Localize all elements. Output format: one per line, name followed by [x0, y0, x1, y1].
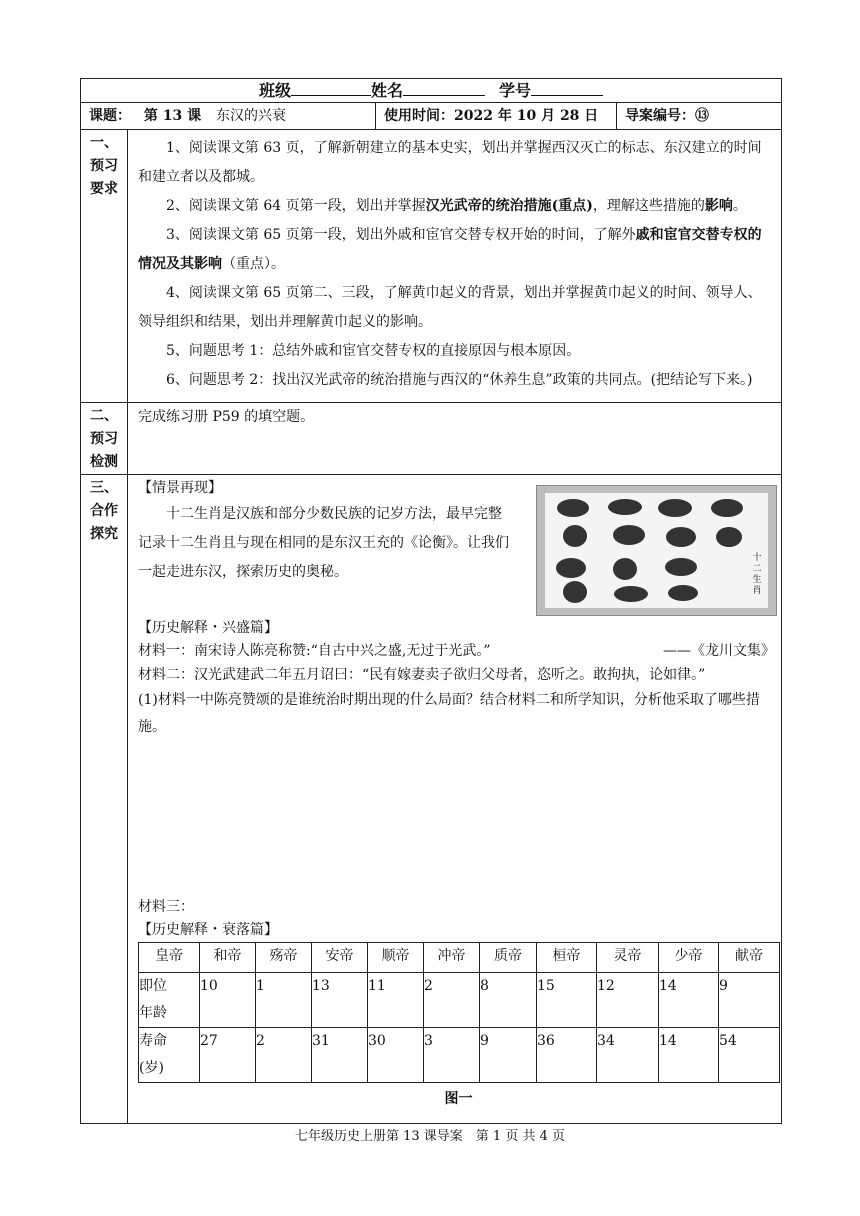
material3: 材料三：	[138, 899, 194, 915]
material2: 材料二：汉光武建武二年五月诏曰：“民有嫁妻卖子欲归父母者，恣听之。敢拘执，论如律。”	[138, 667, 706, 683]
material1-source: ——《龙川文集》	[663, 643, 776, 659]
check-text: 完成练习册 P59 的填空题。	[138, 409, 315, 425]
figure-caption: 图一	[444, 1091, 473, 1107]
lesson-number: 第 13 课	[143, 108, 202, 124]
table-header-row: 皇帝 和帝 殇帝 安帝 顺帝 冲帝 质帝 桓帝 灵帝 少帝 献帝	[139, 943, 780, 973]
decline-title: 【历史解释・衰落篇】	[138, 922, 278, 938]
zodiac-image	[536, 485, 777, 616]
use-time: 使用时间：2022 年 10 月 28 日	[376, 103, 617, 130]
scene-title: 【情景再现】	[138, 480, 222, 496]
question1: (1)材料一中陈亮赞颂的是谁统治时期出现的什么局面？结合材料二和所学知识，分析他采取了哪些措施。	[138, 692, 760, 735]
req-item-5: 5、问题思考 1：总结外戚和宦官交替专权的直接原因与根本原因。	[166, 343, 581, 359]
student-info-row	[81, 79, 782, 103]
req-item-2: 2、阅读课文第 64 页第一段，划出并掌握汉光武帝的统治措施(重点)，理解这些措施的影响。	[166, 198, 747, 214]
id-label: 学号	[499, 81, 532, 100]
page-footer: 七年级历史上册第 13 课导案 第 1 页 共 4 页	[294, 1129, 565, 1144]
req-item-4: 4、阅读课文第 65 页第二、三段，了解黄巾起义的背景，划出并掌握黄巾起义的时间、领导人、领导组织和结果，划出并理解黄巾起义的影响。	[138, 285, 762, 330]
lesson-title: 东汉的兴衰	[215, 108, 286, 124]
rise-title: 【历史解释・兴盛篇】	[138, 620, 278, 636]
plan-number: 导案编号：⑬	[617, 103, 782, 130]
emperor-table	[138, 942, 780, 1083]
name-blank[interactable]	[403, 79, 485, 96]
topic-cell	[81, 103, 376, 130]
req-item-3: 3、阅读课文第 65 页第一段，划出外戚和宦官交替专权开始的时间，了解外戚和宦官交替专权的情况及其影响（重点）。	[138, 227, 762, 272]
id-blank[interactable]	[531, 79, 603, 96]
section3-label: 三、 合作 探究	[81, 475, 128, 1124]
section1-label: 一、 预习 要求	[81, 130, 128, 403]
zodiac-animals-icon	[545, 493, 768, 608]
req-item-1: 1、阅读课文第 63 页，了解新朝建立的基本史实，划出并掌握西汉灭亡的标志、东汉建立的时间和建立者以及都城。	[138, 140, 762, 185]
section2-content	[128, 403, 782, 475]
scene-text: 十二生肖是汉族和部分少数民族的记岁方法，最早完整记录十二生肖且与现在相同的是东汉王充的《论衡》。让我们一起走进东汉，探索历史的奥秘。	[138, 506, 509, 580]
class-blank[interactable]	[291, 79, 371, 96]
section1-content	[128, 130, 782, 403]
topic-label: 课题：	[89, 108, 131, 124]
worksheet-table	[80, 78, 782, 1124]
class-label: 班级	[259, 81, 292, 100]
table-row: 寿命 (岁) 27 2 31 30 3 9 36 34 14 54	[139, 1028, 780, 1083]
section2-label: 二、 预习 检测	[81, 403, 128, 475]
material1: 材料一：南宋诗人陈亮称赞:“自古中兴之盛,无过于光武。”	[138, 643, 491, 659]
section3-content	[128, 475, 782, 1124]
zodiac-caption: 十二生肖	[752, 553, 762, 596]
table-row: 即位 年龄 10 1 13 11 2 8 15 12 14 9	[139, 973, 780, 1028]
req-item-6: 6、问题思考 2：找出汉光武帝的统治措施与西汉的“休养生息”政策的共同点。(把结论写下来。)	[166, 372, 753, 388]
name-label: 姓名	[371, 81, 404, 100]
